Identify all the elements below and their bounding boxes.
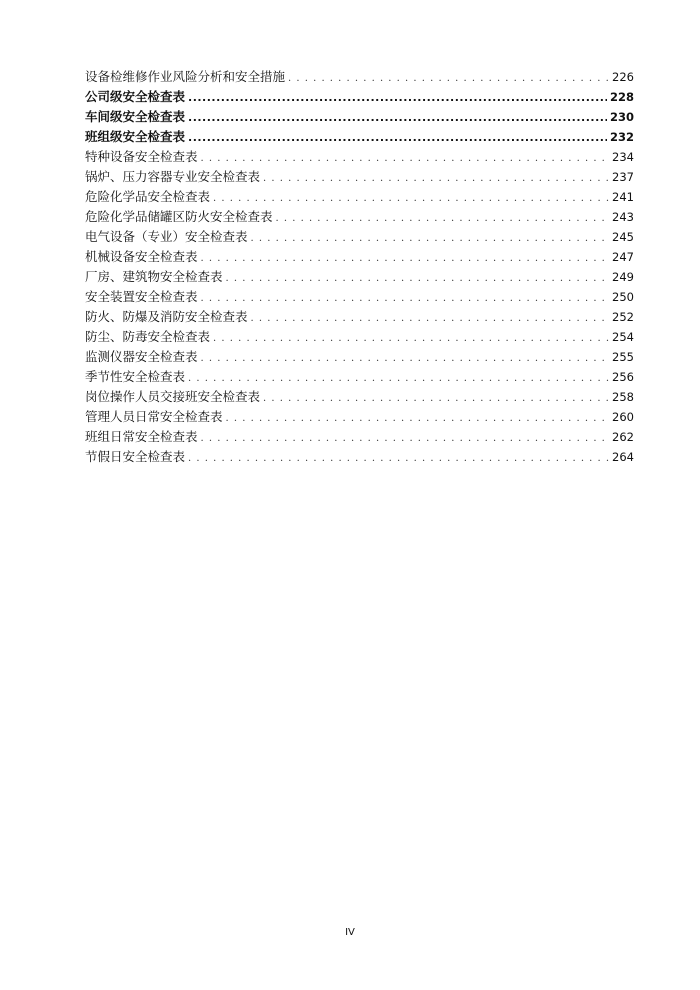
toc-dot-leader bbox=[201, 249, 610, 269]
toc-entry[interactable] bbox=[85, 147, 634, 167]
toc-dot-leader bbox=[201, 349, 610, 369]
toc-entry-title: 班组级安全检查表 bbox=[85, 129, 186, 144]
toc-entry-title: 防火、防爆及消防安全检查表 bbox=[85, 309, 248, 324]
toc-entry[interactable] bbox=[85, 347, 634, 367]
toc-entry-title: 机械设备安全检查表 bbox=[85, 249, 198, 264]
toc-entry[interactable] bbox=[85, 87, 634, 107]
page-number: IV bbox=[345, 927, 355, 938]
toc-entry-title: 节假日安全检查表 bbox=[85, 449, 186, 464]
toc-entry-title: 危险化学品安全检查表 bbox=[85, 189, 211, 204]
toc-dot-leader bbox=[213, 329, 609, 349]
toc-dot-leader bbox=[226, 409, 610, 429]
toc-entry-title: 危险化学品储罐区防火安全检查表 bbox=[85, 209, 273, 224]
toc-entry-title: 班组日常安全检查表 bbox=[85, 429, 198, 444]
toc-dot-leader bbox=[276, 209, 610, 229]
toc-dot-leader bbox=[201, 289, 610, 309]
toc-entry-page: 260 bbox=[612, 410, 634, 424]
toc-entry-page: 255 bbox=[612, 350, 634, 364]
toc-dot-leader bbox=[251, 229, 610, 249]
toc-dot-leader bbox=[188, 128, 607, 148]
toc-entry[interactable] bbox=[85, 327, 634, 347]
toc-entry[interactable] bbox=[85, 387, 634, 407]
toc-entry-page: 256 bbox=[612, 370, 634, 384]
toc-entry-title: 设备检维修作业风险分析和安全措施 bbox=[85, 69, 286, 84]
toc-entry[interactable] bbox=[85, 307, 634, 327]
toc-dot-leader bbox=[213, 189, 609, 209]
toc-entry-page: 243 bbox=[612, 210, 634, 224]
toc-entry[interactable] bbox=[85, 267, 634, 287]
toc-entry-page: 226 bbox=[612, 70, 634, 84]
toc-entry-title: 厂房、建筑物安全检查表 bbox=[85, 269, 223, 284]
toc-entry-title: 防尘、防毒安全检查表 bbox=[85, 329, 211, 344]
toc-dot-leader bbox=[188, 449, 609, 469]
toc-entry-page: 245 bbox=[612, 230, 634, 244]
toc-entry-title: 锅炉、压力容器专业安全检查表 bbox=[85, 169, 261, 184]
toc-entry-title: 岗位操作人员交接班安全检查表 bbox=[85, 389, 261, 404]
toc-entry-title: 安全装置安全检查表 bbox=[85, 289, 198, 304]
toc-entry-page: 250 bbox=[612, 290, 634, 304]
toc-entry-title: 管理人员日常安全检查表 bbox=[85, 409, 223, 424]
toc-entry-title: 特种设备安全检查表 bbox=[85, 149, 198, 164]
toc-entry-title: 车间级安全检查表 bbox=[85, 109, 186, 124]
toc-entry-page: 230 bbox=[609, 110, 634, 124]
toc-entry[interactable] bbox=[85, 67, 634, 87]
toc-entry[interactable] bbox=[85, 167, 634, 187]
toc-entry-page: 264 bbox=[612, 450, 634, 464]
toc-dot-leader bbox=[226, 269, 610, 289]
toc-entry[interactable] bbox=[85, 107, 634, 127]
toc-entry[interactable] bbox=[85, 227, 634, 247]
toc-entry-page: 249 bbox=[612, 270, 634, 284]
toc-entry-page: 228 bbox=[609, 90, 634, 104]
toc-entry-title: 公司级安全检查表 bbox=[85, 89, 186, 104]
toc-entry[interactable] bbox=[85, 427, 634, 447]
toc-entry[interactable] bbox=[85, 447, 634, 467]
toc-entry[interactable] bbox=[85, 247, 634, 267]
toc-entry-page: 254 bbox=[612, 330, 634, 344]
toc-entry-page: 252 bbox=[612, 310, 634, 324]
toc-entry-title: 季节性安全检查表 bbox=[85, 369, 186, 384]
toc-entry-title: 电气设备（专业）安全检查表 bbox=[85, 229, 248, 244]
toc-dot-leader bbox=[263, 169, 609, 189]
toc-entry-title: 监测仪器安全检查表 bbox=[85, 349, 198, 364]
toc-entry[interactable] bbox=[85, 367, 634, 387]
toc-entry[interactable] bbox=[85, 207, 634, 227]
toc-entry[interactable] bbox=[85, 187, 634, 207]
toc-entry-page: 247 bbox=[612, 250, 634, 264]
toc-dot-leader bbox=[201, 429, 610, 449]
toc-dot-leader bbox=[188, 369, 609, 389]
toc-entry-page: 241 bbox=[612, 190, 634, 204]
toc-dot-leader bbox=[251, 309, 610, 329]
toc-dot-leader bbox=[288, 69, 609, 89]
toc-entry[interactable] bbox=[85, 407, 634, 427]
toc-dot-leader bbox=[263, 389, 609, 409]
toc-dot-leader bbox=[201, 149, 610, 169]
toc-entry-page: 258 bbox=[612, 390, 634, 404]
toc-dot-leader bbox=[188, 108, 607, 128]
table-of-contents bbox=[85, 67, 634, 467]
toc-entry[interactable] bbox=[85, 287, 634, 307]
toc-dot-leader bbox=[188, 88, 607, 108]
toc-entry[interactable] bbox=[85, 127, 634, 147]
toc-entry-page: 262 bbox=[612, 430, 634, 444]
toc-entry-page: 237 bbox=[612, 170, 634, 184]
toc-entry-page: 232 bbox=[609, 130, 634, 144]
toc-entry-page: 234 bbox=[612, 150, 634, 164]
